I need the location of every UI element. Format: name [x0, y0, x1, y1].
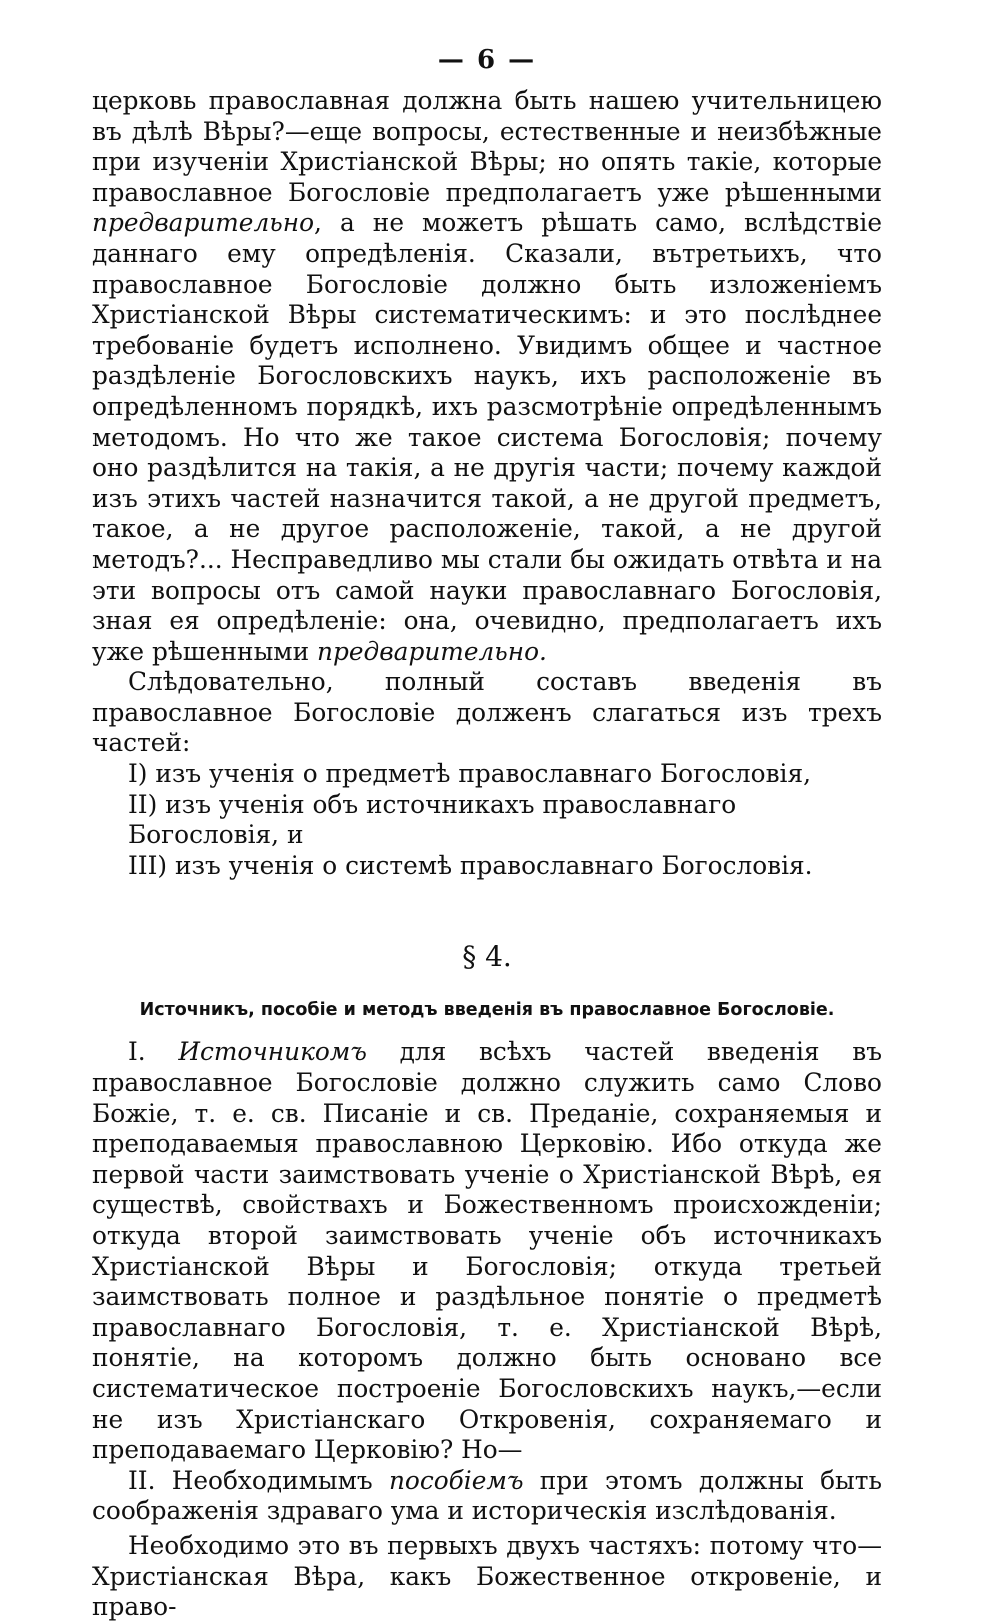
- text-run: , а не можетъ рѣшать само, вслѣдствiе даннаго ему опредѣленiя. Сказали, вътретьихъ, что православное Богословiе должно быть изложенiемъ Христiанской Вѣры систематическимъ: и это послѣднее требованiе будетъ исполнено. Увидимъ общее и частное раздѣленiе Богословскихъ наукъ, ихъ расположенiе въ опредѣленномъ порядкѣ, ихъ разсмотрѣнiе опредѣленнымъ методомъ. Но что же такое система Богословiя; почему оно раздѣлится на такiя, а не другiя части; почему каждой изъ этихъ частей назначится такой, а не другой предметъ, такое, а не другое расположенiе, такой, а не другой методъ?... Несправедливо мы стали бы ожидать отвѣта и на эти вопросы отъ самой науки православнаго Богословiя, зная ея опредѣленiе: она, очевидно, предполагаетъ ихъ уже рѣшенными: [92, 208, 882, 666]
- italic-text: пособiемъ: [388, 1465, 524, 1495]
- list-item: I) изъ ученiя о предметѣ православнаго Богословiя,: [128, 759, 812, 789]
- text-run: I.: [128, 1037, 179, 1067]
- page-number: — 6 —: [437, 45, 537, 75]
- italic-text: Источникомъ: [178, 1037, 367, 1067]
- text-run: Необходимо это въ первыхъ двухъ частяхъ: потому что—Христiанская Вѣра, какъ Божественное откровенiе, и право-: [92, 1530, 882, 1622]
- top-text-block: [92, 86, 882, 759]
- text-run: при этомъ должны быть соображенiя здраваго ума и историческiя изслѣдованiя.: [92, 1465, 882, 1526]
- bottom-text-block: [92, 1037, 882, 1622]
- list-item: II) изъ ученiя объ источникахъ православнаго Богословiя, и: [128, 789, 737, 850]
- text-run: для всѣхъ частей введенiя въ православное Богословiе должно служить само Слово Божiе, т. е. св. Писанiе и св. Преданiе, сохраняемыя и преподаваемыя православною Церковiю. Ибо откуда же первой части заимствовать ученiе о Христiанской Вѣрѣ, ея существѣ, свойствахъ и Божественномъ происхожденiи; откуда второй заимствовать ученiе объ источникахъ Христiанской Вѣры и Богословiя; откуда третьей заимствовать полное и раздѣльное понятiе о предметѣ православнаго Богословiя, т. е. Христiанской Вѣрѣ, понятiе, на которомъ должно быть основано все систематическое построенiе Богословскихъ наукъ,—если не изъ Христiанскаго Откровенiя, сохраняемаго и преподаваемаго Церковiю? Но—: [92, 1037, 883, 1465]
- list-item: III) изъ ученiя о системѣ православнаго Богословiя.: [128, 850, 813, 880]
- bottom-paragraph: [92, 1037, 882, 1465]
- top-paragraph: [92, 86, 882, 667]
- bottom-paragraph: [92, 1531, 882, 1623]
- section-heading: § 4.: [462, 940, 512, 974]
- top-paragraph: [92, 667, 882, 759]
- text-run: II. Необходимымъ: [128, 1465, 389, 1495]
- document-page: [92, 38, 882, 1623]
- text-run: Слѣдовательно, полный составъ введенiя въ православное Богословiе долженъ слагаться изъ трехъ частей:: [92, 667, 882, 758]
- italic-text: предварительно: [92, 208, 315, 238]
- italic-text: предварительно.: [317, 636, 547, 666]
- section-subtitle: Источникъ, пособiе и методъ введенiя въ православное Богословiе.: [139, 1000, 835, 1021]
- bottom-paragraph: [92, 1466, 882, 1527]
- text-run: церковь православная должна быть нашею учительницею въ дѣлѣ Вѣры?—еще вопросы, естественные и неизбѣжные при изученiи Христiанской Вѣры; но опять такiе, которые православное Богословiе предполагаетъ уже рѣшенными: [92, 86, 882, 207]
- parts-list: [92, 759, 882, 881]
